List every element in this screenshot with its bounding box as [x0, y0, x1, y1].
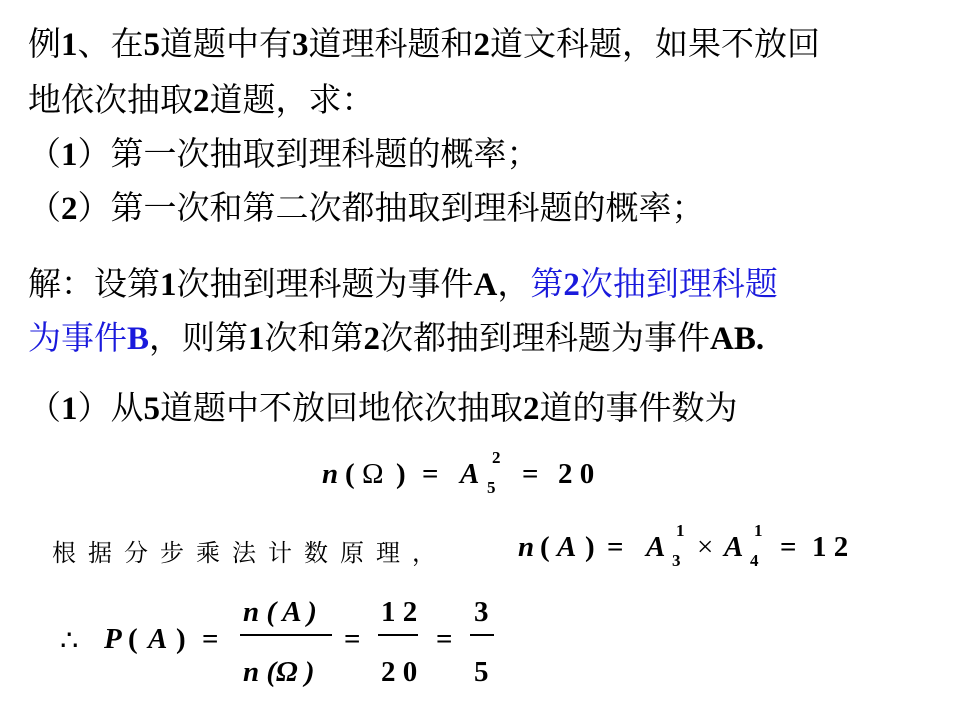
math-superscript: 1	[676, 521, 685, 540]
fraction-denominator: 2 0	[381, 656, 418, 688]
event-label: AB.	[710, 321, 765, 357]
math-paren: )	[176, 623, 186, 655]
math-A: A	[724, 531, 744, 563]
math-equals: =	[607, 531, 624, 563]
question-2	[28, 186, 705, 231]
text: 、在	[77, 24, 144, 63]
event-label: A	[473, 267, 498, 303]
math-result: 2 0	[558, 458, 595, 490]
text: 道题中有	[160, 24, 292, 63]
text: 例	[28, 24, 61, 63]
number: 5	[143, 27, 160, 63]
number: 2	[363, 321, 381, 357]
math-equals: =	[780, 531, 797, 563]
highlight-number: 2	[563, 267, 580, 303]
event-label: B	[127, 321, 150, 357]
fraction-bar	[240, 634, 332, 636]
solution-part-1	[28, 386, 738, 431]
text: ）第一次抽取到理科题的概率；	[77, 134, 540, 173]
math-paren: )	[585, 531, 595, 563]
text: （	[28, 134, 61, 173]
math-equals: =	[202, 623, 219, 655]
fraction-numerator: n ( A )	[243, 596, 317, 628]
number: 1	[248, 321, 265, 357]
number: 1	[160, 267, 177, 303]
highlight-text: 第	[530, 264, 564, 303]
problem-line-2	[28, 78, 375, 123]
text: 道文科题，如果不放回	[490, 24, 820, 63]
math-equals: =	[422, 458, 439, 490]
math-paren: (	[345, 458, 355, 490]
math-superscript: 1	[754, 521, 763, 540]
text: 道理科题和	[308, 24, 474, 63]
solution-line-1	[28, 262, 778, 307]
fraction-denominator: n (Ω )	[243, 656, 315, 688]
math-A: A	[148, 623, 168, 655]
number: 5	[143, 391, 160, 427]
text: 次抽到理科题为事件	[176, 264, 474, 303]
text: 道的事件数为	[539, 388, 738, 427]
text: ）从	[77, 388, 144, 427]
fraction-numerator: 3	[474, 596, 489, 628]
text: 道题，求：	[209, 80, 375, 119]
math-paren: )	[396, 458, 406, 490]
math-A: A	[646, 531, 666, 563]
text: 地依次抽取	[28, 80, 193, 119]
math-subscript: 5	[487, 478, 496, 497]
text: 解：设第	[28, 264, 160, 303]
text: 次都抽到理科题为事件	[380, 318, 711, 357]
number: 2	[193, 83, 210, 119]
math-subscript: 3	[672, 551, 681, 570]
highlight-text: 为事件	[28, 318, 127, 357]
math-equals: =	[344, 623, 361, 655]
math-P: P	[104, 623, 122, 655]
text: （	[28, 188, 61, 227]
highlight-text: 次抽到理科题	[579, 264, 778, 303]
math-times: ×	[697, 531, 714, 563]
math-paren: (	[128, 623, 138, 655]
math-A: A	[557, 531, 577, 563]
math-equals: =	[522, 458, 539, 490]
number: 2	[473, 27, 490, 63]
number: 1	[61, 137, 78, 173]
text: ，则第	[149, 318, 249, 357]
math-omega: Ω	[362, 458, 384, 490]
text: （	[28, 388, 61, 427]
math-paren: (	[540, 531, 550, 563]
problem-line-1	[28, 22, 820, 67]
number: 1	[61, 27, 78, 63]
fraction-numerator: 1 2	[381, 596, 418, 628]
math-A: A	[460, 458, 480, 490]
number: 1	[61, 391, 78, 427]
text: ，	[497, 264, 531, 303]
number: 2	[61, 191, 78, 227]
fraction-bar	[470, 634, 494, 636]
number: 2	[523, 391, 540, 427]
question-1	[28, 132, 540, 177]
fraction-denominator: 5	[474, 656, 489, 688]
math-superscript: 2	[492, 448, 501, 467]
fraction-bar	[378, 634, 418, 636]
math-therefore: ∴	[60, 625, 79, 657]
text: 道题中不放回地依次抽取	[160, 388, 523, 427]
formula-prefix-text: 根据分步乘法计数原理，	[52, 539, 448, 567]
math-equals: =	[436, 623, 453, 655]
solution-line-2	[28, 316, 764, 361]
math-result: 1 2	[812, 531, 849, 563]
text: 次和第	[264, 318, 364, 357]
number: 3	[292, 27, 309, 63]
math-subscript: 4	[750, 551, 759, 570]
math-n: n	[518, 531, 535, 563]
math-n: n	[322, 458, 339, 490]
text: ）第一次和第二次都抽取到理科题的概率；	[77, 188, 705, 227]
